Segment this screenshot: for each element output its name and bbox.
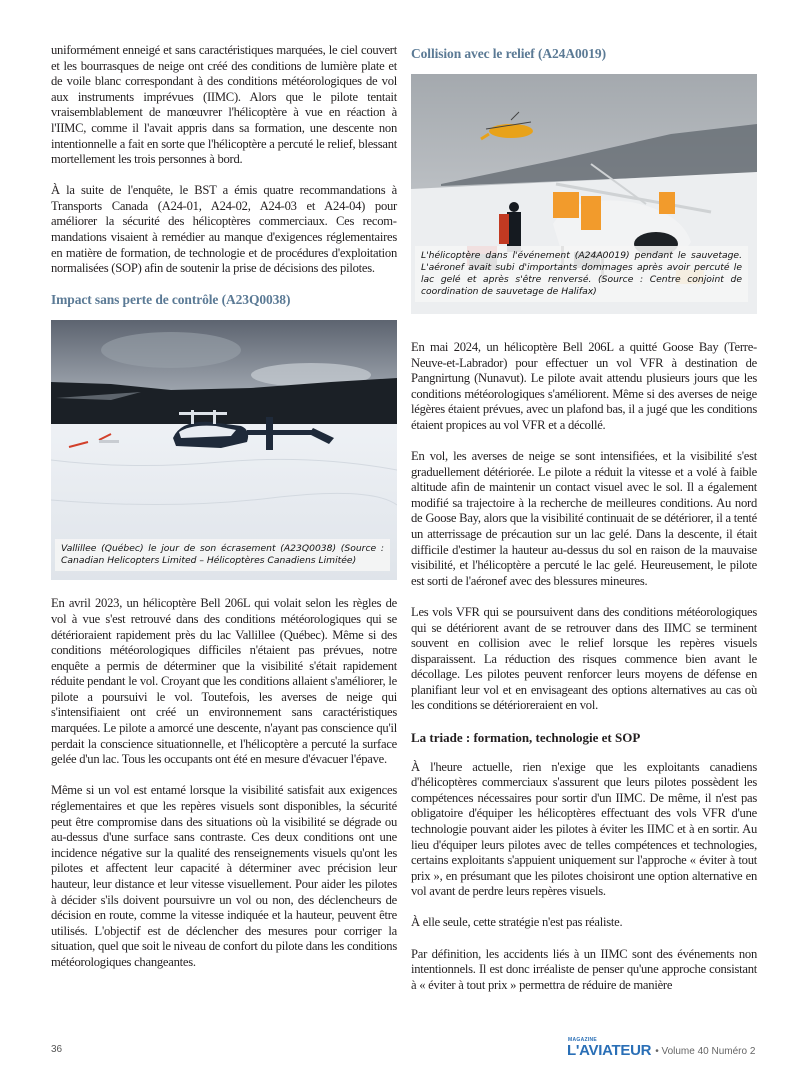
body-paragraph: À la suite de l'enquête, le BST a émis quatre recommandations à Transports Canada (A24-01, A24-02, A24-03 et A24-04) pour améliorer la sécurité des hélicoptères commerciaux. Ces recommandations visaient à remédier au manque d'exigences réglementaires en matière de formation, de technologie et de procédures d'exploitation normalisées (SOP) afin de soutenir la prise de décisions des pilotes.: [51, 183, 397, 276]
right-column: [411, 44, 757, 1009]
page-number: 36: [51, 1044, 63, 1055]
body-paragraph: Même si un vol est entamé lorsque la visibilité satisfait aux exigences réglementaires et que les repères visuels sont disponibles, la sécurité peut être compromise dans des situations où la visibilité se dégrade ou au-dessus d'une surface sans contraste. Ces deux conditions ont une incidence négative sur la qualité des renseignements visuels qu'ont les pilotes et affectent leur capacité à déterminer avec précision leur hauteur, leur distance et leur vitesse visuellement. Pour aider les pilotes à décider s'ils doivent poursuivre un vol ou non, des déclencheurs de décision en route, comme la vitesse indiquée et la hauteur, peuvent être utilisés. L'objectif est de déclencher des mesures pour corriger la situation, quel que soit le niveau de confort du pilote dans les conditions météorologiques changeantes.: [51, 783, 397, 969]
section-heading-a24a0019: Collision avec le relief (A24A0019): [411, 46, 606, 61]
body-paragraph: En mai 2024, un hélicoptère Bell 206L a quitté Goose Bay (Terre-Neuve-et-Labrador) pour effectuer un vol VFR à destination de Pangnirtung (Nunavut). Le pilote avait attendu plusieurs jours que les conditions météorologiques s'améliorent. Même si des averses de neige légères étaient prévues, avec un plafond bas, il a jugé que les conditions étaient propices au vol VFR et a décollé.: [411, 340, 757, 432]
section-heading-a23q0038: Impact sans perte de contrôle (A23Q0038): [51, 292, 291, 308]
photo-vallillee-crash: [51, 320, 397, 580]
photo-caption: L'hélicoptère dans l'événement (A24A0019) pendant le sauvetage. L'aéronef avait subi d'importants dommages après avoir percuté le lac gelé et après s'être renversé. (Source : Centre conjoint de coordination de sauvetage de Halifax): [415, 246, 748, 302]
body-paragraph: Par définition, les accidents liés à un IIMC sont des événements non intentionnels. Il est donc irréaliste de penser qu'une approche consistant à « éviter à tout prix » permettra de réduire de manière: [411, 946, 757, 992]
photo-caption: Vallillee (Québec) le jour de son écrasement (A23Q0038) (Source : Canadian Helicopters Limited – Hélicoptères Canadiens Limitée): [55, 539, 390, 571]
magazine-footer: [567, 1038, 755, 1058]
photo-rescue-scene: [411, 74, 757, 314]
body-paragraph: uniformément enneigé et sans caractéristiques marquées, le ciel couvert et les bourrasques de neige ont créé des conditions de lumière plate et de voile blanc correspondant à des conditions météorologiques de vol aux instruments imprévues (IIMC). Alors que le pilote tentait vraisemblablement de manœuvrer l'hélicoptère à vue en réaction à l'IIMC, comme il l'avait appris dans sa formation, une descente non intentionnelle a fait en sorte que l'hélicoptère a percuté le relief, blessant mortellement les trois personnes à bord.: [51, 43, 397, 167]
body-paragraph: À elle seule, cette stratégie n'est pas réaliste.: [411, 915, 623, 930]
body-paragraph: En vol, les averses de neige se sont intensifiées, et la visibilité s'est graduellement détériorée. Le pilote a réduit la vitesse et a volé à faible altitude afin de maintenir un contact visuel avec le sol. Il a également modifié sa trajectoire à la recherche de meilleures conditions. Au nord de Goose Bay, alors que la visibilité continuait de se détériorer, il a tenté un atterrissage de précaution sur un lac gelé. Dans la descente, il était difficile d'estimer la hauteur au-dessus du sol en raison de la mauvaise visibilité, et l'hélicoptère a percuté le lac gelé. Heureusement, le pilote est sorti de l'aéronef avec des blessures mineures.: [411, 449, 757, 588]
issue-info: • Volume 40 Numéro 2: [655, 1046, 756, 1057]
brand-small-label: MAGAZINE: [568, 1037, 598, 1043]
magazine-logo: [567, 1038, 651, 1058]
brand-name: L'AVIATEUR: [567, 1042, 652, 1059]
body-paragraph: À l'heure actuelle, rien n'exige que les exploitants canadiens d'hélicoptères commerciaux s'assurent que leurs pilotes possèdent les compétences nécessaires pour sortir d'un IIMC. De même, il n'est pas obligatoire d'équiper les hélicoptères effectuant des vols VFR d'une technologie pouvant aider les pilotes à éviter les IIMC et à en sortir. Au lieu d'équiper leurs pilotes avec de telles compétences et technologies, certains exploitants s'appuient uniquement sur l'approche « éviter à tout prix », en présumant que les pilotes choisiront une option alternative en vol avant de perdre leurs repères visuels.: [411, 759, 757, 899]
body-paragraph: En avril 2023, un hélicoptère Bell 206L qui volait selon les règles de vol à vue s'est retrouvé dans des conditions météorologiques qui se détérioraient rapidement près du lac Vallillee (Québec). Même si des conditions météorologiques difficiles n'étaient pas prévues, notre enquête a permis de déterminer que la visibilité s'était rapidement réduite pendant le vol. Croyant que les conditions allaient s'améliorer, le pilote a poursuivi le vol. Toutefois, les averses de neige qui s'intensifiaient ont créé un environnement sans caractéristiques marquées. Le pilote a amorcé une descente, n'ayant pas conscience qu'il perdait la conscience situationnelle, et l'hélicoptère a percuté la surface gelée d'un lac. Tous les occupants ont été en mesure d'évacuer l'épave.: [51, 596, 397, 767]
left-column: [51, 44, 397, 986]
subheading-triade: La triade : formation, technologie et SOP: [411, 729, 641, 745]
body-paragraph: Les vols VFR qui se poursuivent dans des conditions météorologiques qui se détériorent avant de se retrouver dans des IIMC se terminent souvent en collision avec le relief lorsque les repères visuels disparaissent. La réduction des risques commence bien avant le décollage. Les pilotes peuvent renforcer leurs moyens de défense en planifiant leur vol et en envisageant des options alternatives au cas où les conditions se détérioreraient en vol.: [411, 604, 757, 713]
